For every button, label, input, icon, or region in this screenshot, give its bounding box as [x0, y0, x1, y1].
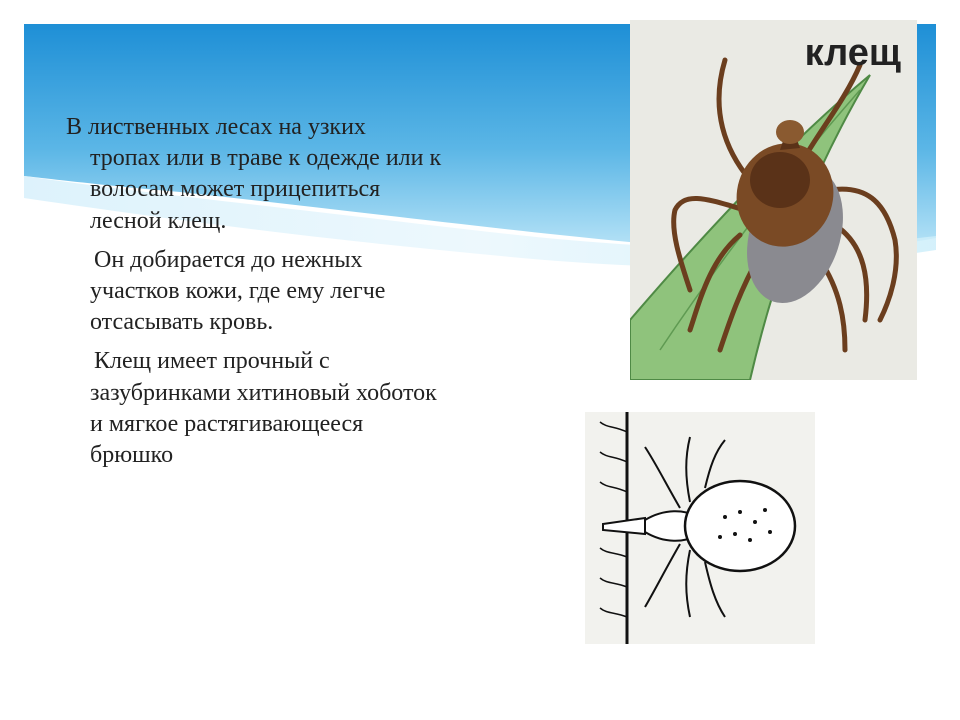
p3-line-2: зазубринками хитиновый хоботок	[90, 379, 437, 406]
p2-line-1: Он добирается до нежных	[94, 246, 363, 273]
p2-line-3: отсасывать кровь.	[90, 309, 274, 336]
tick-diagram	[585, 412, 815, 644]
p2-line-2: участков кожи, где ему легче	[90, 277, 386, 304]
p1-line-3: волосам может прицепиться	[90, 176, 381, 203]
tick-label: клещ	[804, 32, 901, 74]
paragraph-3	[66, 346, 566, 471]
p3-line-3: и мягкое растягивающееся	[90, 410, 364, 437]
tick-skin-diagram	[585, 412, 815, 644]
p3-line-1: Клещ имеет прочный с	[94, 348, 330, 375]
p3-line-4: брюшко	[90, 441, 174, 468]
p1-line-2: тропах или в траве к одежде или к	[90, 145, 442, 172]
body-text	[66, 112, 566, 479]
paragraph-1	[66, 112, 566, 237]
tick-photo	[630, 20, 917, 380]
p1-line-1: В лиственных лесах на узких	[66, 114, 366, 140]
p1-line-4: лесной клещ.	[90, 207, 227, 234]
paragraph-2	[66, 245, 566, 339]
